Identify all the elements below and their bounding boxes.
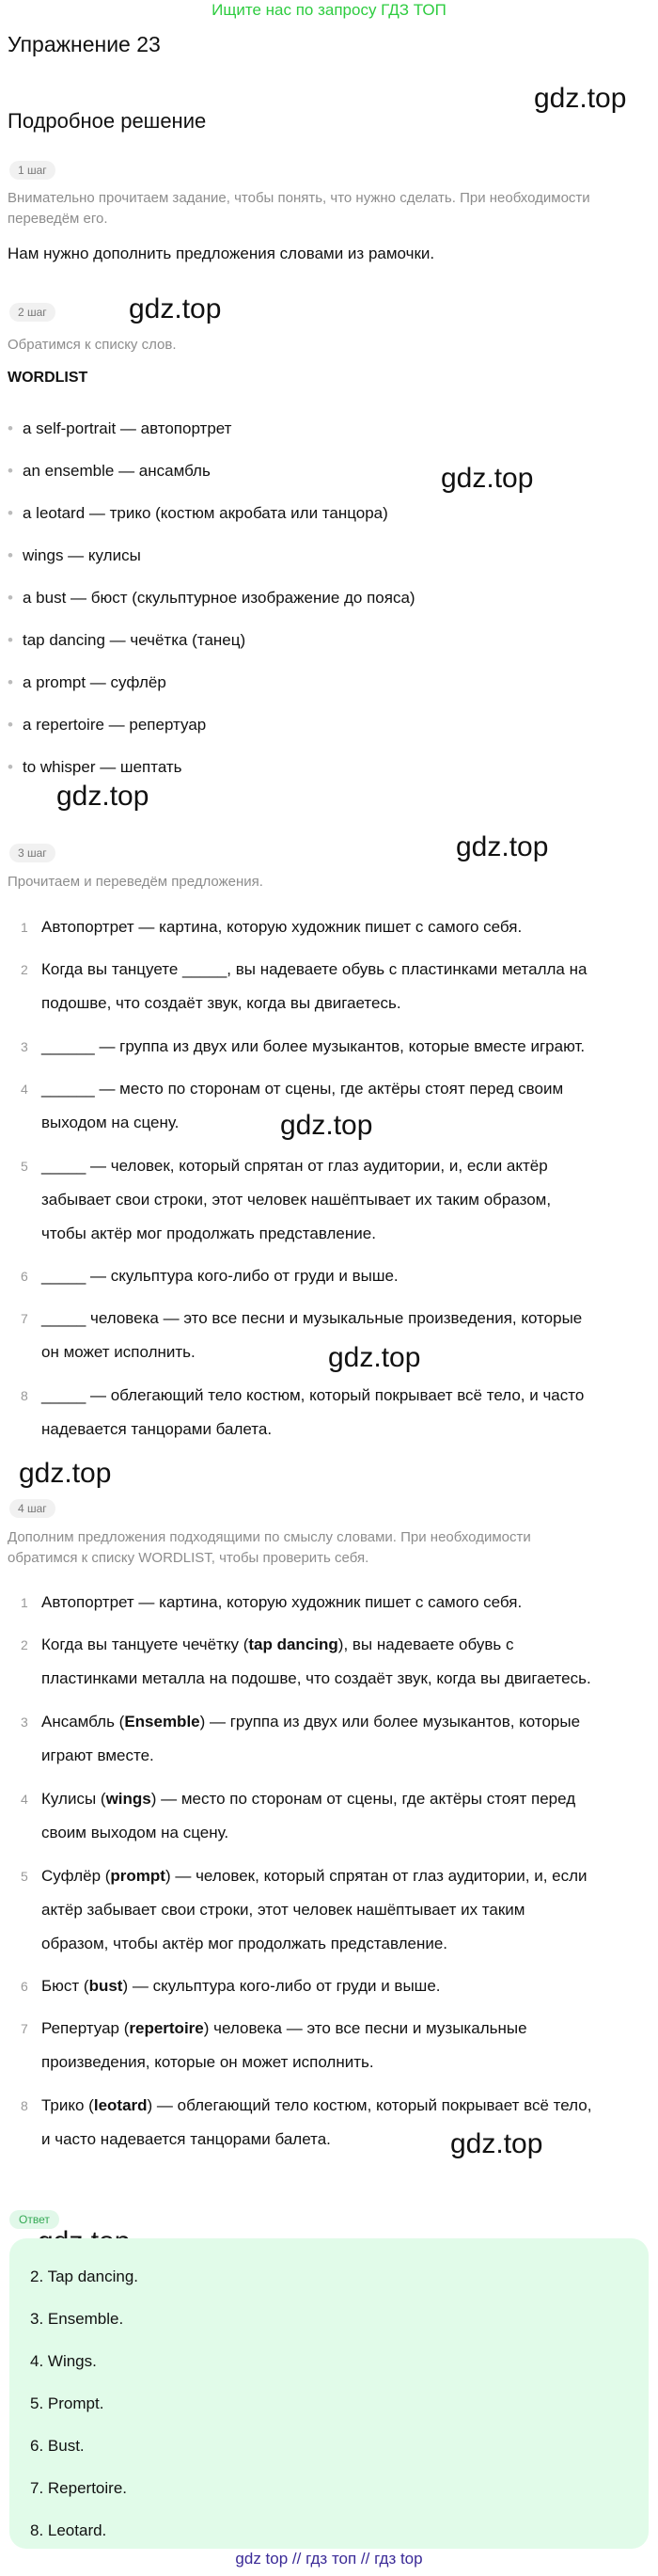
wordlist-item: • an ensemble — ансамбль: [23, 461, 211, 482]
watermark: gdz.top: [441, 463, 534, 494]
watermark: gdz.top: [328, 1342, 421, 1373]
item-number: 3: [21, 1715, 28, 1730]
sentence: _____ — скульптура кого-либо от груди и выше.: [41, 1267, 399, 1285]
section-title: Подробное решение: [8, 109, 207, 133]
watermark: gdz.top: [450, 2128, 543, 2159]
sentence: Автопортрет — картина, которую художник пишет с самого себя.: [41, 918, 523, 936]
sentence: Когда вы танцуете чечётку (tap dancing), вы надеваете обувь с пластинками металла на подошве, что создаёт звук, когда вы двигаетесь.: [41, 1636, 591, 1687]
item-number: 7: [21, 1311, 28, 1326]
watermark: gdz.top: [56, 781, 149, 812]
item-number: 5: [21, 1869, 28, 1884]
item-number: 8: [21, 1388, 28, 1403]
step-text: Нам нужно дополнить предложения словами из рамочки.: [8, 245, 435, 262]
answer-item: 6. Bust.: [30, 2437, 85, 2455]
answer-item: 4. Wings.: [30, 2352, 97, 2370]
item-number: 4: [21, 1082, 28, 1097]
wordlist-item: • a leotard — трико (костюм акробата или танцора): [23, 503, 388, 524]
sentence: Когда вы танцуете _____, вы надеваете обувь с пластинками металла на подошве, что создаёт звук, когда вы двигаетесь.: [41, 960, 588, 1012]
sentence: Кулисы (wings) — место по сторонам от сцены, где актёры стоят перед своим выходом на сцену.: [41, 1790, 576, 1841]
sentence: _____ человека — это все песни и музыкальные произведения, которые он может исполнить.: [41, 1309, 583, 1361]
item-number: 7: [21, 2021, 28, 2036]
step-badge: 1 шаг: [9, 161, 55, 180]
answer-item: 2. Tap dancing.: [30, 2268, 138, 2285]
step-description: Внимательно прочитаем задание, чтобы понять, что нужно сделать. При необходимости переведём его.: [8, 190, 590, 227]
step-badge: 3 шаг: [9, 844, 55, 862]
item-number: 6: [21, 1979, 28, 1994]
top-banner: Ищите нас по запросу ГДЗ ТОП: [212, 1, 446, 19]
sentence: Автопортрет — картина, которую художник пишет с самого себя.: [41, 1593, 523, 1611]
wordlist-title: WORDLIST: [8, 370, 88, 386]
step-description: Прочитаем и переведём предложения.: [8, 874, 263, 890]
wordlist-item: • tap dancing — чечётка (танец): [23, 630, 245, 651]
step-badge: 2 шаг: [9, 303, 55, 322]
wordlist-item: • a bust — бюст (скульптурное изображение до пояса): [23, 588, 415, 608]
item-number: 5: [21, 1159, 28, 1174]
item-number: 1: [21, 920, 28, 935]
sentence: Трико (leotard) — облегающий тело костюм, который покрывает всё тело, и часто надевается танцорами балета.: [41, 2096, 592, 2148]
step-description: Дополним предложения подходящими по смыслу словами. При необходимости обратимся к списку WORDLIST, чтобы проверить себя.: [8, 1529, 531, 1566]
sentence: Ансамбль (Ensemble) — группа из двух или более музыкантов, которые играют вместе.: [41, 1713, 581, 1764]
answer-item: 8. Leotard.: [30, 2521, 107, 2539]
item-number: 2: [21, 962, 28, 977]
wordlist-item: • a repertoire — репертуар: [23, 715, 206, 735]
step-badge: 4 шаг: [9, 1499, 55, 1518]
answer-item: 3. Ensemble.: [30, 2310, 124, 2328]
wordlist-item: • wings — кулисы: [23, 545, 141, 566]
answer-item: 5. Prompt.: [30, 2394, 104, 2412]
watermark: gdz.top: [129, 293, 222, 324]
sentence: Бюст (bust) — скульптура кого-либо от груди и выше.: [41, 1977, 441, 1995]
page-title: Упражнение 23: [8, 32, 161, 56]
footer-links[interactable]: gdz top // гдз топ // гдз top: [235, 2550, 423, 2568]
watermark: gdz.top: [280, 1110, 373, 1141]
item-number: 1: [21, 1595, 28, 1610]
sentence: _____ — облегающий тело костюм, который покрывает всё тело, и часто надевается танцорами балета.: [41, 1386, 585, 1438]
answer-item: 7. Repertoire.: [30, 2479, 127, 2497]
sentence: ______ — группа из двух или более музыкантов, которые вместе играют.: [41, 1037, 586, 1055]
item-number: 3: [21, 1039, 28, 1054]
sentence: Репертуар (repertoire) человека — это все песни и музыкальные произведения, которые он может исполнить.: [41, 2019, 527, 2071]
watermark: gdz.top: [19, 1458, 112, 1489]
watermark: gdz.top: [534, 83, 627, 114]
item-number: 4: [21, 1792, 28, 1807]
step-description: Обратимся к списку слов.: [8, 337, 177, 353]
sentence: ______ — место по сторонам от сцены, где актёры стоят перед своим выходом на сцену.: [41, 1080, 564, 1131]
wordlist-item: • a prompt — суфлёр: [23, 672, 166, 693]
wordlist-item: • to whisper — шептать: [23, 757, 182, 778]
item-number: 2: [21, 1637, 28, 1652]
answer-badge: Ответ: [9, 2210, 59, 2229]
item-number: 6: [21, 1269, 28, 1284]
watermark: gdz.top: [456, 831, 549, 862]
item-number: 8: [21, 2098, 28, 2113]
sentence: _____ — человек, который спрятан от глаз аудитории, и, если актёр забывает свои строки, этот человек нашёптывает их таким образом, чтобы актёр мог продолжать представление.: [41, 1157, 552, 1242]
wordlist-item: • a self-portrait — автопортрет: [23, 419, 231, 439]
sentence: Суфлёр (prompt) — человек, который спрятан от глаз аудитории, и, если актёр забывает свои строки, этот человек нашёптывает их таким образом, чтобы актёр мог продолжать представление.: [41, 1867, 588, 1952]
